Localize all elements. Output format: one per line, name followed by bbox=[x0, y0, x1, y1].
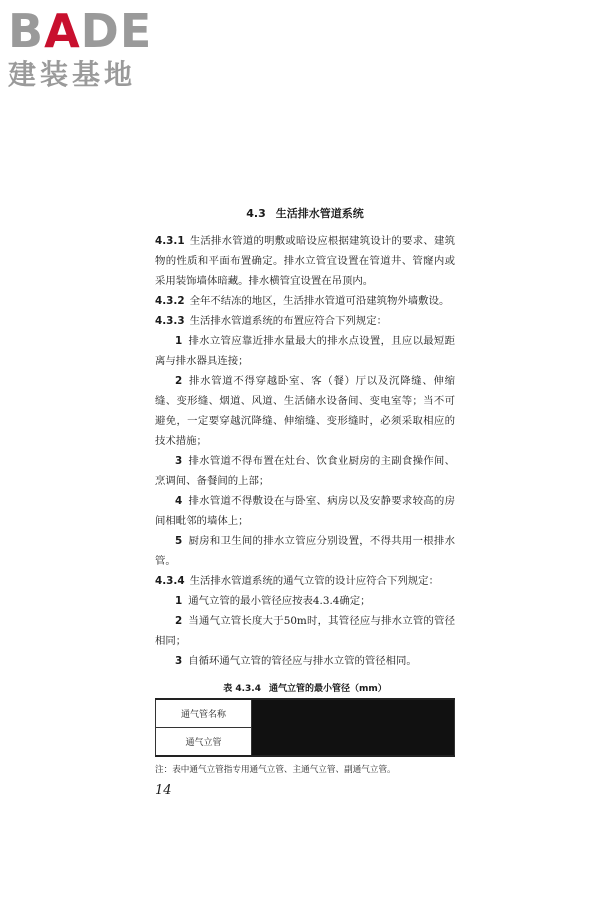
logo-mark: BADE bbox=[8, 4, 153, 58]
section-heading bbox=[155, 205, 455, 221]
clause-4-3-3: 4.3.3 生活排水管道系统的布置应符合下列规定： bbox=[155, 315, 388, 327]
table-caption bbox=[155, 681, 455, 694]
document-page bbox=[155, 205, 455, 798]
clause-4-3-3-item-5: 5 厨房和卫生间的排水立管应分别设置，不得共用一根排水管。 bbox=[155, 535, 455, 567]
section-number: 4.3 bbox=[246, 207, 266, 220]
clause-4-3-3-item-2: 2 排水管道不得穿越卧室、客（餐）厅以及沉降缝、伸缩缝、变形缝、烟道、风道、生活储水设备间、变电室等；当不可避免，一定要穿越沉降缝、伸缩缝、变形缝时，必须采取相应的技术措施； bbox=[155, 375, 455, 447]
clause-4-3-4-item-3: 3 自循环通气立管的管径应与排水立管的管径相同。 bbox=[175, 655, 417, 667]
vent-pipe-table bbox=[155, 698, 455, 757]
section-title: 生活排水管道系统 bbox=[275, 207, 364, 220]
table-note: 注：表中通气立管指专用通气立管、主通气立管、副通气立管。 bbox=[155, 765, 396, 775]
redacted-area bbox=[252, 699, 455, 756]
clause-4-3-3-item-1: 1 排水立管应靠近排水量最大的排水点设置，且应以最短距离与排水器具连接； bbox=[155, 335, 455, 367]
clause-4-3-2: 4.3.2 全年不结冻的地区，生活排水管道可沿建筑物外墙敷设。 bbox=[155, 295, 450, 307]
table-header-cell: 通气管名称 bbox=[156, 699, 252, 728]
table-number: 表 4.3.4 bbox=[223, 684, 261, 694]
clause-4-3-3-item-3: 3 排水管道不得布置在灶台、饮食业厨房的主副食操作间、烹调间、备餐间的上部； bbox=[155, 455, 455, 487]
table-row-label: 通气立管 bbox=[156, 728, 252, 757]
publisher-logo bbox=[8, 6, 178, 92]
clause-4-3-3-item-4: 4 排水管道不得敷设在与卧室、病房以及安静要求较高的房间相毗邻的墙体上； bbox=[155, 495, 455, 527]
clause-4-3-4-item-2: 2 当通气立管长度大于50m时，其管径应与排水立管的管径相同； bbox=[155, 615, 455, 647]
clause-4-3-4-item-1: 1 通气立管的最小管径应按表4.3.4确定； bbox=[175, 595, 371, 607]
clause-4-3-4: 4.3.4 生活排水管道系统的通气立管的设计应符合下列规定： bbox=[155, 575, 439, 587]
logo-subtitle: 建装基地 bbox=[8, 58, 137, 91]
table-row bbox=[156, 699, 455, 728]
page-number: 14 bbox=[155, 783, 172, 798]
table-title: 通气立管的最小管径（mm） bbox=[269, 684, 387, 694]
clause-4-3-1: 4.3.1 生活排水管道的明敷或暗设应根据建筑设计的要求、建筑物的性质和平面布置确定。排水立管宜设置在管道井、管窿内或采用装饰墙体暗藏。排水横管宜设置在吊顶内。 bbox=[155, 235, 455, 287]
